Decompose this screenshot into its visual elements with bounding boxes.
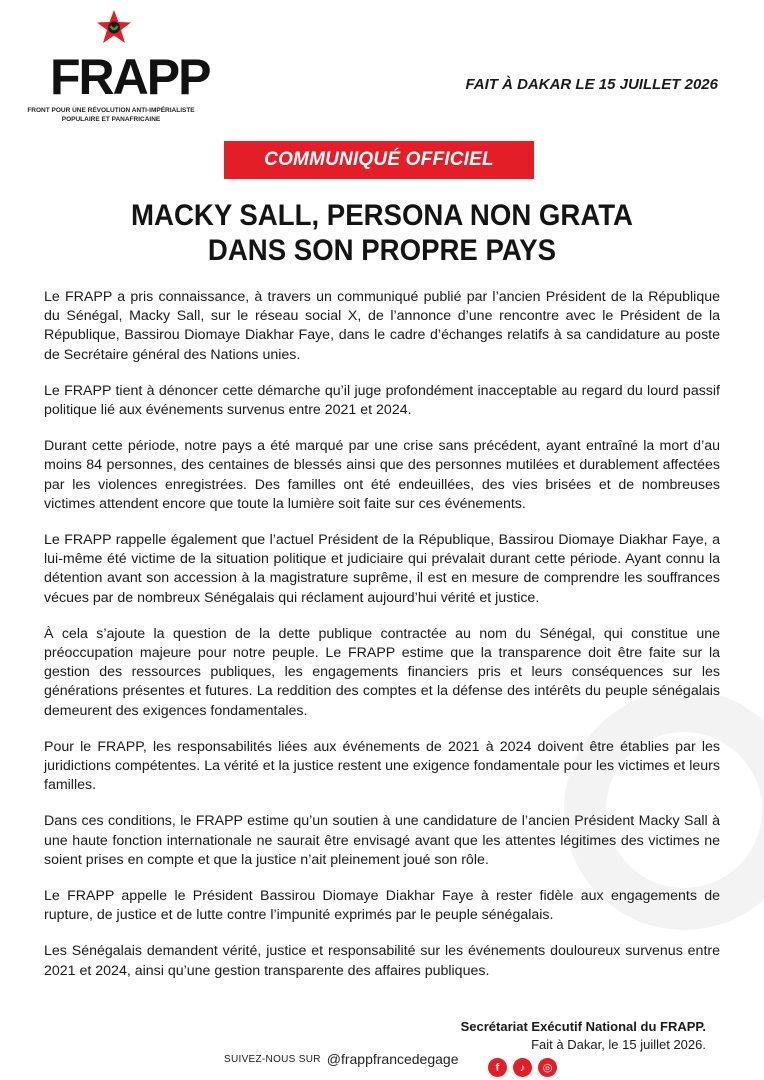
signature-line-2: Fait à Dakar, le 15 juillet 2026.	[531, 1037, 706, 1052]
frapp-logo	[22, 10, 210, 130]
dateline: FAIT À DAKAR LE 15 JUILLET 2026	[465, 76, 718, 93]
paragraph: Le FRAPP a pris connaissance, à travers un communiqué publié par l’ancien Président de la République du Sénégal, Macky Sall, sur le réseau social X, de l’annonce d’une rencontre avec le Président de la République, Bassirou Diomaye Diakhar Faye, dans le cadre d’échanges relatifs à sa candidature au poste de Secrétaire général des Nations unies.	[44, 289, 720, 363]
communique-banner: COMMUNIQUÉ OFFICIEL	[224, 141, 534, 179]
logo-tagline: FRONT POUR UNE RÉVOLUTION ANTI-IMPÉRIALISTE POPULAIRE ET PANAFRICAINE	[27, 107, 195, 123]
signature-line-1: Secrétariat Exécutif National du FRAPP.	[460, 1019, 706, 1034]
red-star-icon	[96, 10, 132, 44]
paragraph: Le FRAPP rappelle également que l’actuel Président de la République, Bassirou Diomaye Diakhar Faye, a lui-même été victime de la situation politique et judiciaire qui prévalait durant cette période. Ayant connu la détention avant son accession à la magistrature suprême, il est en mesure de comprendre les souffrances vécues par de nombreux Sénégalais qui réclament aujourd’hui vérité et justice.	[44, 532, 720, 606]
signature-block	[461, 1018, 706, 1054]
paragraph: À cela s’ajoute la question de la dette publique contractée au nom du Sénégal, qui constitue une préoccupation majeure pour notre peuple. Le FRAPP estime que la transparence doit être faite sur la gestion des ressources publiques, les engagements financiers pris et leurs conséquences sur les générations présentes et futures. La reddition des comptes et la défense des intérêts du peuple sénégalais demeurent des exigences fondamentales.	[44, 625, 720, 719]
paragraph: Les Sénégalais demandent vérité, justice et responsabilité sur les événements douloureux survenus entre 2021 et 2024, ainsi qu’une gestion transparente des affaires publiques.	[44, 943, 720, 979]
headline-line-1: MACKY SALL, PERSONA NON GRATA	[131, 199, 633, 232]
paragraph: Dans ces conditions, le FRAPP estime qu’un soutien à une candidature de l’ancien Président Macky Sall à une haute fonction internationale ne saurait être envisagé avant que les attentes légitimes des victimes ne soient prises en compte et que la justice n’ait pleinement joué son rôle.	[44, 813, 720, 868]
instagram-icon[interactable]: ◎	[538, 1058, 557, 1077]
footer	[224, 1048, 458, 1070]
paragraph: Pour le FRAPP, les responsabilités liées aux événements de 2021 à 2024 doivent être établies par les juridictions compétentes. La vérité et la justice restent une exigence fondamentale pour les victimes et leurs familles.	[44, 738, 720, 794]
follow-label: SUIVEZ-NOUS SUR	[224, 1053, 321, 1065]
paragraph: Le FRAPP tient à dénoncer cette démarche qu’il juge profondément inacceptable au regard du lourd passif politique lié aux événements survenus entre 2021 et 2024.	[44, 382, 720, 419]
social-icons	[488, 1058, 557, 1077]
headline-line-2: DANS SON PROPRE PAYS	[207, 234, 557, 267]
facebook-icon[interactable]: f	[488, 1058, 507, 1077]
social-handle[interactable]: @frappfrancedegage	[326, 1051, 459, 1067]
logo-wordmark: FRAPP	[50, 49, 210, 105]
headline	[67, 198, 696, 268]
paragraph: Durant cette période, notre pays a été marqué par une crise sans précédent, ayant entraîné la mort d’au moins 84 personnes, des centaines de blessés ainsi que des personnes mutilées et durablement affectées par les violences enregistrées. Des familles ont été endeuillées, des vies brisées et de nombreuses victimes attendent encore que toute la lumière soit faite sur ces événements.	[44, 438, 720, 512]
tiktok-icon[interactable]: ♪	[513, 1058, 532, 1077]
communique-body	[44, 288, 720, 998]
paragraph: Le FRAPP appelle le Président Bassirou Diomaye Diakhar Faye à rester fidèle aux engagements de rupture, de justice et de lutte contre l’impunité exprimés par le peuple sénégalais.	[44, 888, 720, 924]
